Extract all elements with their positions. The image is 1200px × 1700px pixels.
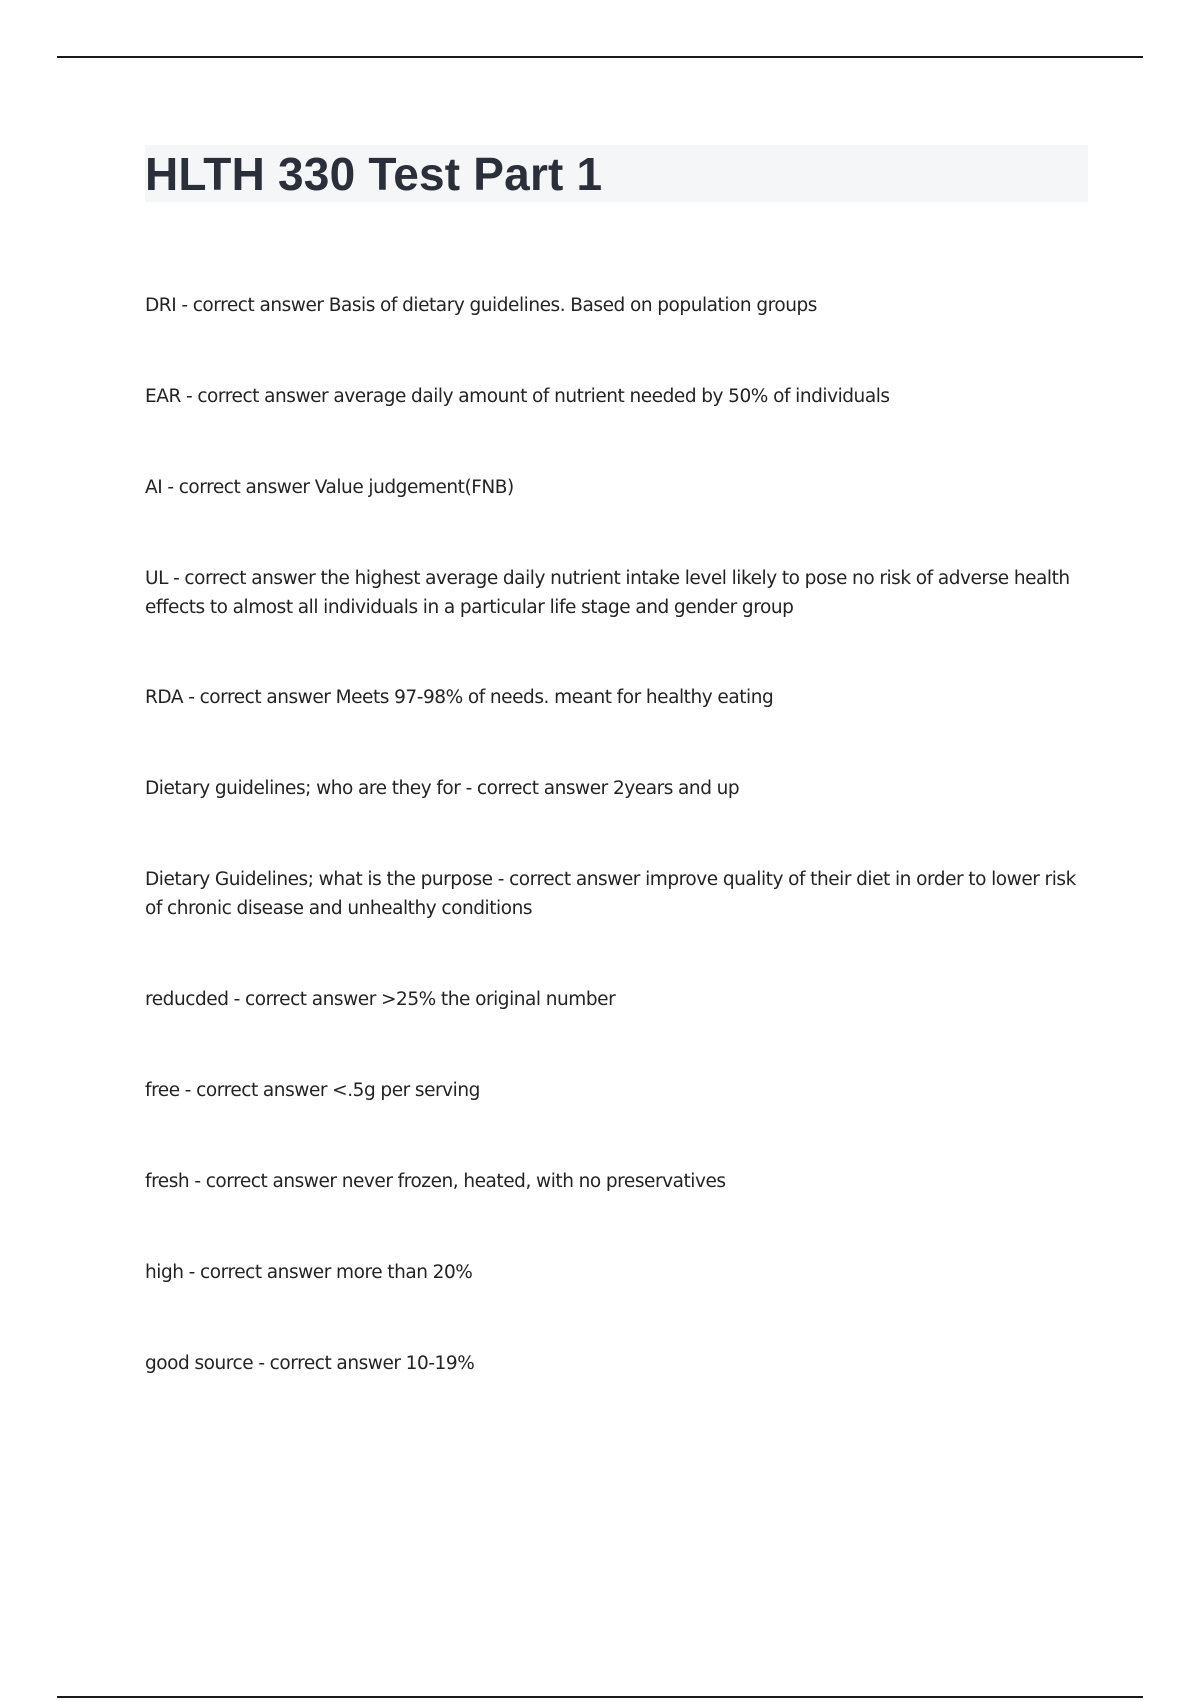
bottom-rule [57,1696,1143,1698]
entry-free: free - correct answer <.5g per serving [145,1080,480,1101]
entry-ul: UL - correct answer the highest average daily nutrient intake level likely to pose no risk of adverse health effects to almost all individuals in a particular life stage and gender group [145,568,1070,618]
entry-high: high - correct answer more than 20% [145,1262,473,1283]
document-title: HLTH 330 Test Part 1 [145,147,603,200]
entry-fresh: fresh - correct answer never frozen, heated, with no preservatives [145,1171,726,1192]
entry-good-source: good source - correct answer 10-19% [145,1353,475,1374]
entry-ai: AI - correct answer Value judgement(FNB) [145,477,514,498]
entry-dri: DRI - correct answer Basis of dietary guidelines. Based on population groups [145,295,817,316]
entry-dietary-guidelines-purpose: Dietary Guidelines; what is the purpose - correct answer improve quality of their diet in order to lower risk of chronic disease and unhealthy conditions [145,869,1076,919]
top-rule [57,56,1143,58]
entry-ear: EAR - correct answer average daily amount of nutrient needed by 50% of individuals [145,386,890,407]
entry-rda: RDA - correct answer Meets 97-98% of needs. meant for healthy eating [145,687,774,708]
entry-reduced: reducded - correct answer >25% the original number [145,989,616,1010]
title-block [145,145,1088,202]
entry-dietary-guidelines-who: Dietary guidelines; who are they for - correct answer 2years and up [145,778,740,799]
